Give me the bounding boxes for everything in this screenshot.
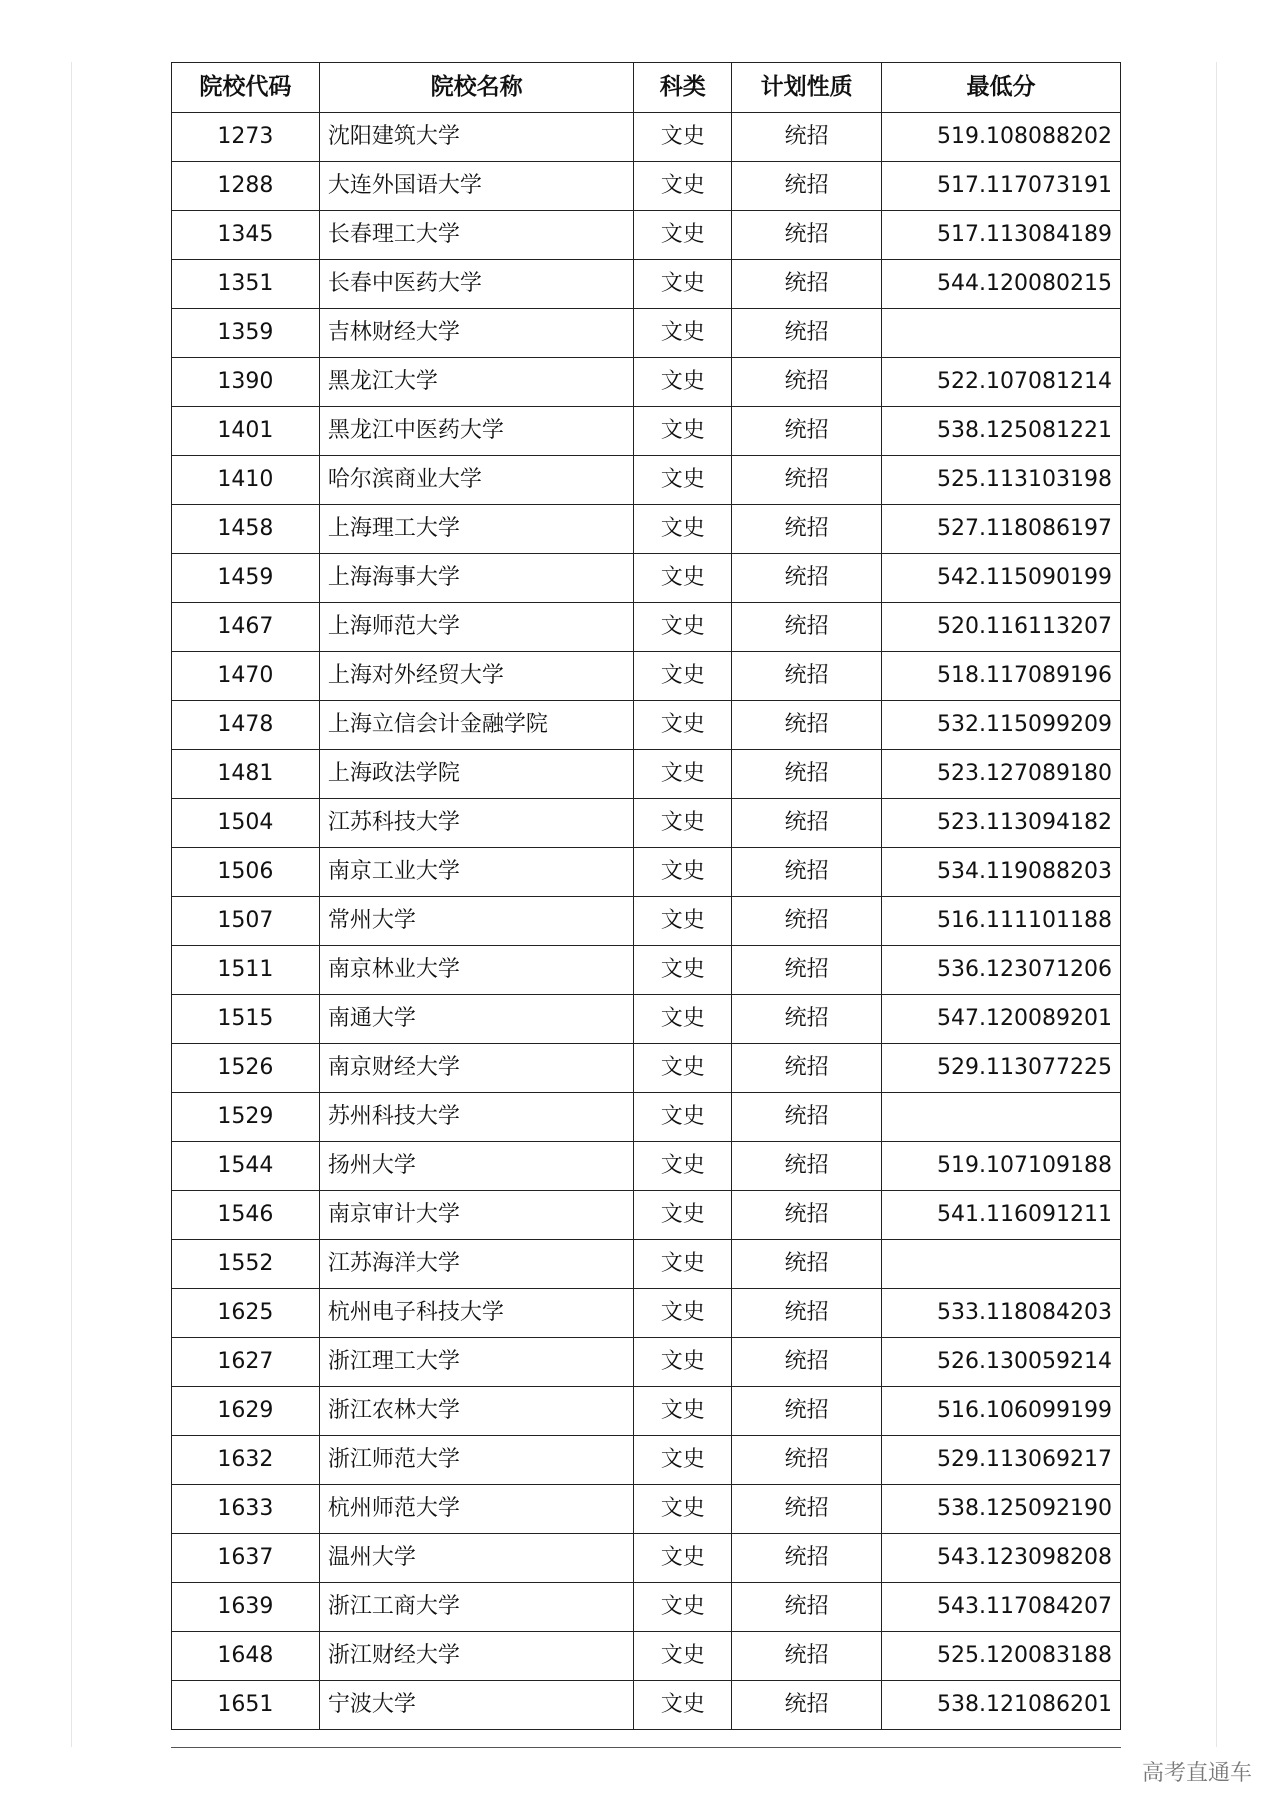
cell-plan-type: 统招	[732, 1289, 882, 1338]
table-row	[172, 505, 1121, 554]
header-min-score: 最低分	[882, 63, 1121, 113]
cell-plan-type: 统招	[732, 995, 882, 1044]
table-row	[172, 162, 1121, 211]
cell-school-code: 1470	[172, 652, 320, 701]
cell-school-code: 1506	[172, 848, 320, 897]
cell-min-score: 522.107081214	[882, 358, 1121, 407]
cell-school-name: 黑龙江中医药大学	[319, 407, 634, 456]
cell-school-code: 1467	[172, 603, 320, 652]
table-row	[172, 603, 1121, 652]
cell-school-name: 长春理工大学	[319, 211, 634, 260]
cell-school-code: 1629	[172, 1387, 320, 1436]
cell-plan-type: 统招	[732, 1240, 882, 1289]
cell-category: 文史	[634, 113, 732, 162]
table-row	[172, 1485, 1121, 1534]
cell-school-code: 1345	[172, 211, 320, 260]
cell-school-name: 南京工业大学	[319, 848, 634, 897]
cell-plan-type: 统招	[732, 505, 882, 554]
cell-min-score: 529.113077225	[882, 1044, 1121, 1093]
cell-category: 文史	[634, 554, 732, 603]
cell-min-score: 519.108088202	[882, 113, 1121, 162]
cell-plan-type: 统招	[732, 1191, 882, 1240]
cell-category: 文史	[634, 701, 732, 750]
cell-category: 文史	[634, 1289, 732, 1338]
cell-school-code: 1633	[172, 1485, 320, 1534]
table-row	[172, 701, 1121, 750]
cell-plan-type: 统招	[732, 260, 882, 309]
table-row	[172, 1142, 1121, 1191]
cell-school-name: 杭州电子科技大学	[319, 1289, 634, 1338]
cell-school-code: 1625	[172, 1289, 320, 1338]
cell-school-code: 1637	[172, 1534, 320, 1583]
cell-plan-type: 统招	[732, 603, 882, 652]
table-row	[172, 309, 1121, 358]
cell-school-code: 1351	[172, 260, 320, 309]
cell-plan-type: 统招	[732, 1142, 882, 1191]
cell-school-name: 黑龙江大学	[319, 358, 634, 407]
cell-plan-type: 统招	[732, 897, 882, 946]
cell-category: 文史	[634, 1338, 732, 1387]
cell-school-code: 1526	[172, 1044, 320, 1093]
cell-school-name: 上海立信会计金融学院	[319, 701, 634, 750]
cell-plan-type: 统招	[732, 1044, 882, 1093]
cell-school-name: 长春中医药大学	[319, 260, 634, 309]
table-row	[172, 1093, 1121, 1142]
cell-category: 文史	[634, 750, 732, 799]
cell-school-code: 1544	[172, 1142, 320, 1191]
table-row	[172, 1387, 1121, 1436]
cell-min-score: 543.117084207	[882, 1583, 1121, 1632]
cell-category: 文史	[634, 603, 732, 652]
cell-plan-type: 统招	[732, 309, 882, 358]
cell-school-code: 1648	[172, 1632, 320, 1681]
cell-school-code: 1546	[172, 1191, 320, 1240]
cell-plan-type: 统招	[732, 652, 882, 701]
page-edge-right	[1216, 62, 1217, 1747]
cell-school-name: 上海对外经贸大学	[319, 652, 634, 701]
cell-school-code: 1504	[172, 799, 320, 848]
cell-min-score: 544.120080215	[882, 260, 1121, 309]
watermark: 高考直通车	[1142, 1761, 1253, 1786]
cell-min-score: 547.120089201	[882, 995, 1121, 1044]
cell-plan-type: 统招	[732, 1534, 882, 1583]
cell-category: 文史	[634, 1534, 732, 1583]
cell-category: 文史	[634, 1485, 732, 1534]
table-row	[172, 554, 1121, 603]
table-row	[172, 407, 1121, 456]
cell-school-name: 上海师范大学	[319, 603, 634, 652]
cell-plan-type: 统招	[732, 750, 882, 799]
cell-school-code: 1511	[172, 946, 320, 995]
cell-category: 文史	[634, 946, 732, 995]
cell-category: 文史	[634, 309, 732, 358]
cell-category: 文史	[634, 1142, 732, 1191]
table-row	[172, 897, 1121, 946]
cell-school-code: 1273	[172, 113, 320, 162]
cell-category: 文史	[634, 162, 732, 211]
table-row	[172, 1436, 1121, 1485]
cell-plan-type: 统招	[732, 1436, 882, 1485]
table-row	[172, 1534, 1121, 1583]
cell-school-code: 1552	[172, 1240, 320, 1289]
cell-school-code: 1651	[172, 1681, 320, 1730]
table-row	[172, 211, 1121, 260]
cell-category: 文史	[634, 848, 732, 897]
cell-school-name: 江苏科技大学	[319, 799, 634, 848]
cell-min-score: 527.118086197	[882, 505, 1121, 554]
table-row	[172, 1044, 1121, 1093]
cell-category: 文史	[634, 1044, 732, 1093]
cell-min-score: 542.115090199	[882, 554, 1121, 603]
cell-min-score	[882, 1093, 1121, 1142]
cell-plan-type: 统招	[732, 848, 882, 897]
cell-school-code: 1632	[172, 1436, 320, 1485]
page-edge-left	[71, 62, 72, 1747]
cell-plan-type: 统招	[732, 799, 882, 848]
cell-school-code: 1639	[172, 1583, 320, 1632]
cell-plan-type: 统招	[732, 701, 882, 750]
cell-min-score: 526.130059214	[882, 1338, 1121, 1387]
cell-school-name: 大连外国语大学	[319, 162, 634, 211]
cell-school-code: 1288	[172, 162, 320, 211]
cell-category: 文史	[634, 1093, 732, 1142]
cell-min-score: 525.113103198	[882, 456, 1121, 505]
cell-plan-type: 统招	[732, 113, 882, 162]
cell-category: 文史	[634, 407, 732, 456]
cell-plan-type: 统招	[732, 1632, 882, 1681]
table-row	[172, 113, 1121, 162]
table-row	[172, 1681, 1121, 1730]
cell-min-score: 520.116113207	[882, 603, 1121, 652]
table-header-row	[172, 63, 1121, 113]
cell-plan-type: 统招	[732, 1093, 882, 1142]
cell-category: 文史	[634, 358, 732, 407]
cell-school-name: 哈尔滨商业大学	[319, 456, 634, 505]
cell-school-name: 上海理工大学	[319, 505, 634, 554]
header-school-code: 院校代码	[172, 63, 320, 113]
header-school-name: 院校名称	[319, 63, 634, 113]
cell-school-name: 南京林业大学	[319, 946, 634, 995]
cell-school-name: 南京审计大学	[319, 1191, 634, 1240]
cell-plan-type: 统招	[732, 554, 882, 603]
table-row	[172, 1583, 1121, 1632]
admission-score-table	[171, 62, 1121, 1730]
cell-min-score: 517.117073191	[882, 162, 1121, 211]
cell-school-name: 杭州师范大学	[319, 1485, 634, 1534]
cell-min-score: 538.125081221	[882, 407, 1121, 456]
table-row	[172, 456, 1121, 505]
cell-plan-type: 统招	[732, 407, 882, 456]
cell-school-code: 1515	[172, 995, 320, 1044]
cell-category: 文史	[634, 799, 732, 848]
cell-school-name: 上海海事大学	[319, 554, 634, 603]
cell-category: 文史	[634, 260, 732, 309]
cell-school-code: 1627	[172, 1338, 320, 1387]
table-row	[172, 848, 1121, 897]
cell-min-score: 533.118084203	[882, 1289, 1121, 1338]
cell-min-score: 538.121086201	[882, 1681, 1121, 1730]
cell-min-score: 523.127089180	[882, 750, 1121, 799]
cell-category: 文史	[634, 456, 732, 505]
cell-school-code: 1481	[172, 750, 320, 799]
cell-school-code: 1529	[172, 1093, 320, 1142]
cell-min-score: 532.115099209	[882, 701, 1121, 750]
cell-min-score	[882, 1240, 1121, 1289]
table-row	[172, 1632, 1121, 1681]
cell-min-score: 516.111101188	[882, 897, 1121, 946]
cell-school-code: 1410	[172, 456, 320, 505]
header-plan-type: 计划性质	[732, 63, 882, 113]
table-row	[172, 1240, 1121, 1289]
table-row	[172, 799, 1121, 848]
cell-category: 文史	[634, 995, 732, 1044]
cell-plan-type: 统招	[732, 1485, 882, 1534]
cell-min-score: 534.119088203	[882, 848, 1121, 897]
cell-category: 文史	[634, 505, 732, 554]
cell-plan-type: 统招	[732, 1681, 882, 1730]
cell-school-name: 浙江农林大学	[319, 1387, 634, 1436]
cell-min-score: 516.106099199	[882, 1387, 1121, 1436]
cell-min-score	[882, 309, 1121, 358]
cell-plan-type: 统招	[732, 456, 882, 505]
cell-school-name: 苏州科技大学	[319, 1093, 634, 1142]
table-row	[172, 750, 1121, 799]
cell-category: 文史	[634, 1681, 732, 1730]
cell-school-code: 1390	[172, 358, 320, 407]
cell-school-code: 1458	[172, 505, 320, 554]
table-row	[172, 995, 1121, 1044]
cell-min-score: 536.123071206	[882, 946, 1121, 995]
cell-school-code: 1359	[172, 309, 320, 358]
cell-plan-type: 统招	[732, 1387, 882, 1436]
cell-min-score: 529.113069217	[882, 1436, 1121, 1485]
cell-plan-type: 统招	[732, 1338, 882, 1387]
cell-school-name: 南通大学	[319, 995, 634, 1044]
cell-category: 文史	[634, 1387, 732, 1436]
cell-school-name: 江苏海洋大学	[319, 1240, 634, 1289]
cell-school-name: 浙江师范大学	[319, 1436, 634, 1485]
header-category: 科类	[634, 63, 732, 113]
cell-school-code: 1459	[172, 554, 320, 603]
cell-min-score: 525.120083188	[882, 1632, 1121, 1681]
cell-school-name: 南京财经大学	[319, 1044, 634, 1093]
table-row	[172, 260, 1121, 309]
cell-category: 文史	[634, 1583, 732, 1632]
cell-category: 文史	[634, 211, 732, 260]
table-row	[172, 1191, 1121, 1240]
cell-min-score: 538.125092190	[882, 1485, 1121, 1534]
table-row	[172, 652, 1121, 701]
cell-school-code: 1478	[172, 701, 320, 750]
bottom-rule	[171, 1747, 1121, 1748]
table-row	[172, 358, 1121, 407]
cell-school-name: 吉林财经大学	[319, 309, 634, 358]
cell-school-name: 宁波大学	[319, 1681, 634, 1730]
cell-min-score: 519.107109188	[882, 1142, 1121, 1191]
cell-school-name: 浙江工商大学	[319, 1583, 634, 1632]
cell-school-name: 上海政法学院	[319, 750, 634, 799]
cell-school-name: 常州大学	[319, 897, 634, 946]
cell-category: 文史	[634, 1191, 732, 1240]
cell-min-score: 523.113094182	[882, 799, 1121, 848]
cell-school-name: 浙江财经大学	[319, 1632, 634, 1681]
table-row	[172, 1338, 1121, 1387]
cell-school-name: 扬州大学	[319, 1142, 634, 1191]
cell-school-code: 1507	[172, 897, 320, 946]
cell-school-name: 沈阳建筑大学	[319, 113, 634, 162]
cell-plan-type: 统招	[732, 1583, 882, 1632]
cell-category: 文史	[634, 897, 732, 946]
table-row	[172, 946, 1121, 995]
cell-school-code: 1401	[172, 407, 320, 456]
cell-plan-type: 统招	[732, 162, 882, 211]
cell-category: 文史	[634, 1632, 732, 1681]
cell-school-name: 浙江理工大学	[319, 1338, 634, 1387]
cell-category: 文史	[634, 1240, 732, 1289]
cell-min-score: 517.113084189	[882, 211, 1121, 260]
cell-min-score: 541.116091211	[882, 1191, 1121, 1240]
cell-plan-type: 统招	[732, 211, 882, 260]
table-row	[172, 1289, 1121, 1338]
cell-category: 文史	[634, 1436, 732, 1485]
cell-plan-type: 统招	[732, 358, 882, 407]
cell-min-score: 518.117089196	[882, 652, 1121, 701]
cell-plan-type: 统招	[732, 946, 882, 995]
cell-category: 文史	[634, 652, 732, 701]
cell-min-score: 543.123098208	[882, 1534, 1121, 1583]
cell-school-name: 温州大学	[319, 1534, 634, 1583]
